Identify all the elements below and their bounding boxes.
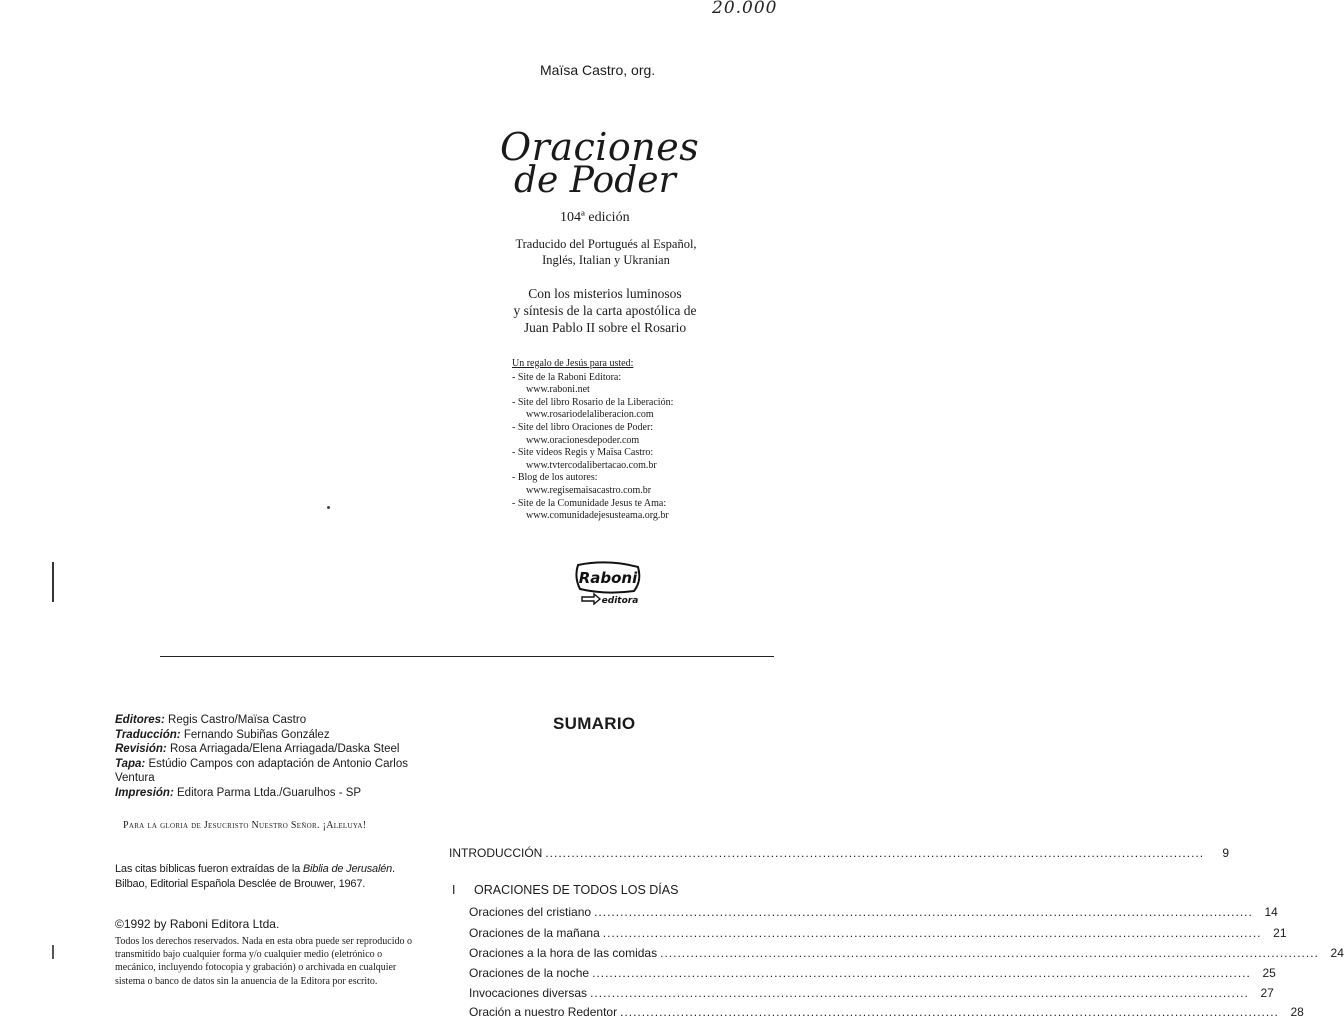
credit-value: Fernando Subiñas González bbox=[183, 728, 330, 741]
credit-value: Rosa Arriagada/Elena Arriagada/Daska Steel bbox=[169, 743, 400, 755]
toc-section-heading bbox=[452, 883, 712, 897]
toc-label: Oraciones del cristiano bbox=[469, 905, 592, 919]
edition: 104ª edición bbox=[560, 210, 630, 225]
citation-work: Biblia de Jerusalén bbox=[302, 863, 393, 875]
toc-entry bbox=[469, 1005, 1304, 1019]
page-divider bbox=[160, 656, 774, 657]
credit-line bbox=[115, 728, 415, 743]
site-url: www.comunidadejesusteama.org.br bbox=[526, 510, 669, 522]
toc-leader bbox=[660, 946, 1319, 960]
site-entry bbox=[512, 397, 722, 422]
summary-title: SUMARIO bbox=[553, 714, 636, 733]
toc-label: Invocaciones diversas bbox=[469, 986, 588, 1000]
mysteries-line: Con los misterios luminosos bbox=[528, 286, 682, 301]
toc-page: 14 bbox=[1264, 905, 1278, 919]
site-label: - Site del libro Oraciones de Poder: bbox=[512, 421, 654, 433]
toc-entry bbox=[469, 905, 1278, 919]
toc-label: Oración a nuestro Redentor bbox=[469, 1005, 618, 1019]
site-entry bbox=[512, 422, 722, 447]
citation-text: Las citas bíblicas fueron extraídas de la bbox=[115, 863, 303, 875]
site-url: www.regisemaisacastro.com.br bbox=[526, 484, 652, 496]
toc-page: 24 bbox=[1330, 946, 1344, 960]
gift-title: Un regalo de Jesús para usted: bbox=[512, 358, 634, 369]
credits bbox=[115, 713, 415, 800]
site-label: - Site del libro Rosario de la Liberación: bbox=[512, 396, 674, 408]
toc-leader bbox=[603, 926, 1262, 940]
site-entry bbox=[512, 447, 722, 472]
logo-sub: editora bbox=[601, 596, 639, 606]
site-label: - Blog de los autores: bbox=[512, 472, 598, 484]
gift-sites bbox=[512, 358, 722, 523]
credit-value: Regis Castro/Maïsa Castro bbox=[168, 714, 307, 726]
toc-entry bbox=[469, 986, 1274, 1000]
credit-line bbox=[115, 786, 415, 801]
site-url: www.raboni.net bbox=[526, 384, 590, 396]
site-url: www.tvtercodalibertacao.com.br bbox=[526, 459, 657, 471]
site-label: - Site de la Raboni Editora: bbox=[512, 371, 622, 383]
credit-line bbox=[115, 757, 415, 786]
translation-line: Traducido del Portugués al Español, bbox=[515, 237, 697, 251]
copyright: ©1992 by Raboni Editora Ltda. bbox=[115, 917, 280, 931]
site-label: - Site videos Regis y Maïsa Castro: bbox=[512, 447, 654, 459]
citation-text: . Bilbao, Editorial Española Desclée de Brouwer, 1967. bbox=[115, 863, 395, 890]
toc-section-label: ORACIONES DE TODOS LOS DÍAS bbox=[474, 883, 679, 897]
toc-leader bbox=[545, 846, 1204, 860]
credit-role: Revisión: bbox=[115, 743, 167, 755]
credit-value: Estúdio Campos con adaptación de Antonio Carlos Ventura bbox=[115, 757, 409, 784]
mysteries-line: Juan Pablo II sobre el Rosario bbox=[523, 320, 687, 335]
toc-leader bbox=[592, 966, 1251, 980]
toc-label: Oraciones a la hora de las comidas bbox=[469, 946, 658, 960]
credit-role: Editores: bbox=[115, 714, 165, 726]
site-url: www.oracionesdepoder.com bbox=[526, 434, 640, 446]
author: Maïsa Castro, org. bbox=[540, 62, 656, 78]
dedication: Para la gloria de Jesucristo Nuestro Señor. ¡Aleluya! bbox=[123, 820, 367, 831]
toc-leader bbox=[590, 986, 1249, 1000]
toc-page: 28 bbox=[1290, 1005, 1304, 1019]
toc-entry-introduccion bbox=[449, 846, 1230, 860]
handwritten-note: 20.000 bbox=[712, 0, 778, 18]
toc-section-number: I bbox=[452, 883, 456, 897]
translation-line: Inglés, Italian y Ukranian bbox=[542, 253, 670, 267]
toc-label: Oraciones de la mañana bbox=[469, 926, 600, 940]
site-label: - Site de la Comunidade Jesus te Ama: bbox=[512, 497, 667, 509]
credit-role: Traducción: bbox=[115, 728, 181, 741]
logo-name: Raboni bbox=[578, 569, 638, 587]
toc-leader bbox=[620, 1005, 1279, 1019]
raboni-logo bbox=[572, 561, 644, 609]
title-line-2: de Poder bbox=[514, 160, 676, 201]
toc-page: 9 bbox=[1222, 846, 1230, 860]
credit-role: Tapa: bbox=[115, 757, 146, 770]
scan-mark bbox=[52, 945, 54, 959]
scan-dot bbox=[327, 506, 330, 509]
site-entry bbox=[512, 472, 722, 497]
toc-leader bbox=[594, 905, 1253, 919]
mysteries-line: y síntesis de la carta apostólica de bbox=[513, 303, 697, 318]
credit-line bbox=[115, 742, 415, 757]
credit-line bbox=[115, 713, 415, 728]
rights-notice: Todos los derechos reservados. Nada en esta obra puede ser reproducido o transmitido bajo cualquier forma y/o cualquier medio (eletrónico o mecánico, incluyendo fotocopia y grabación) o archivada en cualquier sistema o banco de datos sin la anuencia de la Editora por escrito. bbox=[115, 936, 412, 987]
toc-page: 21 bbox=[1273, 926, 1287, 940]
site-url: www.rosariodelaliberacion.com bbox=[526, 409, 654, 421]
toc-entry bbox=[469, 926, 1287, 940]
site-entry bbox=[512, 372, 722, 397]
title-line-1: Oraciones bbox=[500, 125, 700, 169]
toc-entry bbox=[469, 946, 1344, 960]
toc-label: Oraciones de la noche bbox=[469, 966, 590, 980]
credit-value: Editora Parma Ltda./Guarulhos - SP bbox=[177, 786, 362, 799]
toc-page: 25 bbox=[1262, 966, 1276, 980]
translation-note bbox=[506, 236, 706, 268]
site-entry bbox=[512, 498, 722, 523]
credit-role: Impresión: bbox=[115, 786, 174, 799]
toc-page: 27 bbox=[1260, 986, 1274, 1000]
toc-label: INTRODUCCIÓN bbox=[449, 846, 543, 860]
citation-note bbox=[115, 862, 415, 892]
scan-mark bbox=[52, 562, 54, 602]
mysteries-note bbox=[496, 285, 714, 336]
toc-entry bbox=[469, 966, 1276, 980]
